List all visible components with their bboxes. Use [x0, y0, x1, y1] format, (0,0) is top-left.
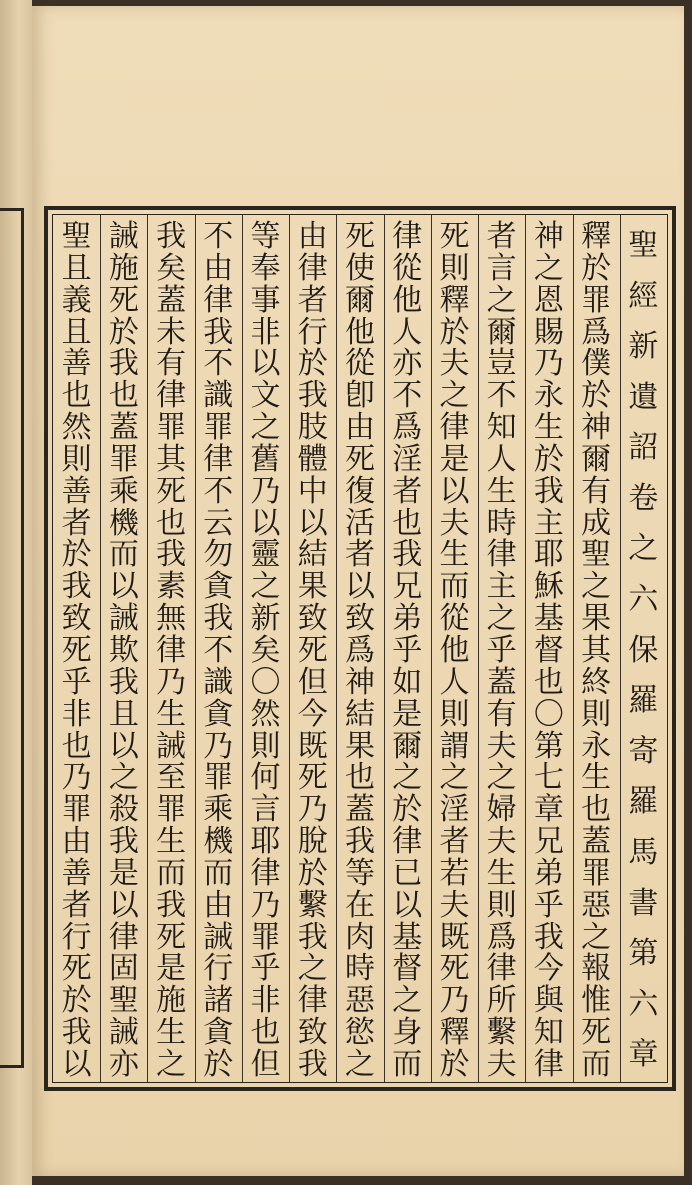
text-column: 聖 且 義 且 善 也 然 則 善 者 於 我 致 死 乎 非 也 乃 罪 由 善 者 行 死 於 我 以 [61, 219, 92, 1082]
column-rule [100, 215, 101, 1082]
column-rule [573, 215, 574, 1082]
text-column: 等 奉 事 非 以 文 之 舊 乃 以 靈 之 新 矣 〇 然 則 何 言 耶 律 乃 罪 乎 非 也 但 [250, 219, 281, 1082]
text-column: 由 律 者 行 於 我 肢 體 中 以 結 果 致 死 但 今 既 死 乃 脫 於 繫 我 之 律 致 我 [297, 219, 328, 1082]
column-rule [147, 215, 148, 1082]
column-rule [242, 215, 243, 1082]
text-column: 不 由 律 我 不 識 罪 律 不 云 勿 貪 我 不 識 貪 乃 罪 乘 機 而 由 誡 行 諸 貪 於 [203, 219, 234, 1082]
column-rule [525, 215, 526, 1082]
text-column: 者 言 之 爾 豈 不 知 人 生 時 律 主 之 乎 蓋 有 夫 之 婦 夫 生 則 爲 律 所 繫 夫 [486, 219, 517, 1082]
text-column: 我 矣 蓋 未 有 律 罪 其 死 也 我 素 無 律 乃 生 誡 至 罪 生 而 我 死 是 施 生 之 [156, 219, 187, 1082]
column-rule [289, 215, 290, 1082]
book-page [32, 6, 684, 1176]
text-column: 死 則 釋 於 夫 之 律 是 以 夫 生 而 從 他 人 則 謂 之 淫 者 若 夫 既 死 乃 釋 於 [439, 219, 470, 1082]
running-title-column: 聖 經 新 遺 詔 卷 之 六 保 羅 寄 羅 馬 書 第 六 章 [628, 228, 659, 1073]
text-column: 律 從 他 人 亦 不 爲 淫 者 也 我 兄 弟 乎 如 是 爾 之 於 律 已 以 基 督 之 身 而 [392, 219, 423, 1082]
column-rule [431, 215, 432, 1082]
column-rule [195, 215, 196, 1082]
column-rule [384, 215, 385, 1082]
text-frame [44, 206, 676, 1091]
adjacent-page-frame [0, 208, 24, 1068]
column-rule [478, 215, 479, 1082]
text-column: 釋 於 罪 爲 僕 於 神 爾 有 成 聖 之 果 其 終 則 永 生 也 蓋 罪 惡 之 報 惟 死 而 [581, 219, 612, 1082]
column-rule [620, 215, 621, 1082]
text-frame-inner [52, 214, 668, 1083]
column-rule [336, 215, 337, 1082]
text-column: 誡 施 死 於 我 也 蓋 罪 乘 機 而 以 誡 欺 我 且 以 之 殺 我 是 以 律 固 聖 誡 亦 [108, 219, 139, 1082]
text-column: 神 之 恩 賜 乃 永 生 於 我 主 耶 穌 基 督 也 〇 第 七 章 兄 弟 乎 我 今 與 知 律 [533, 219, 564, 1082]
text-column: 死 使 爾 他 從 卽 由 死 復 活 者 以 致 爲 神 結 果 也 蓋 我 等 在 肉 時 惡 慾 之 [344, 219, 375, 1082]
